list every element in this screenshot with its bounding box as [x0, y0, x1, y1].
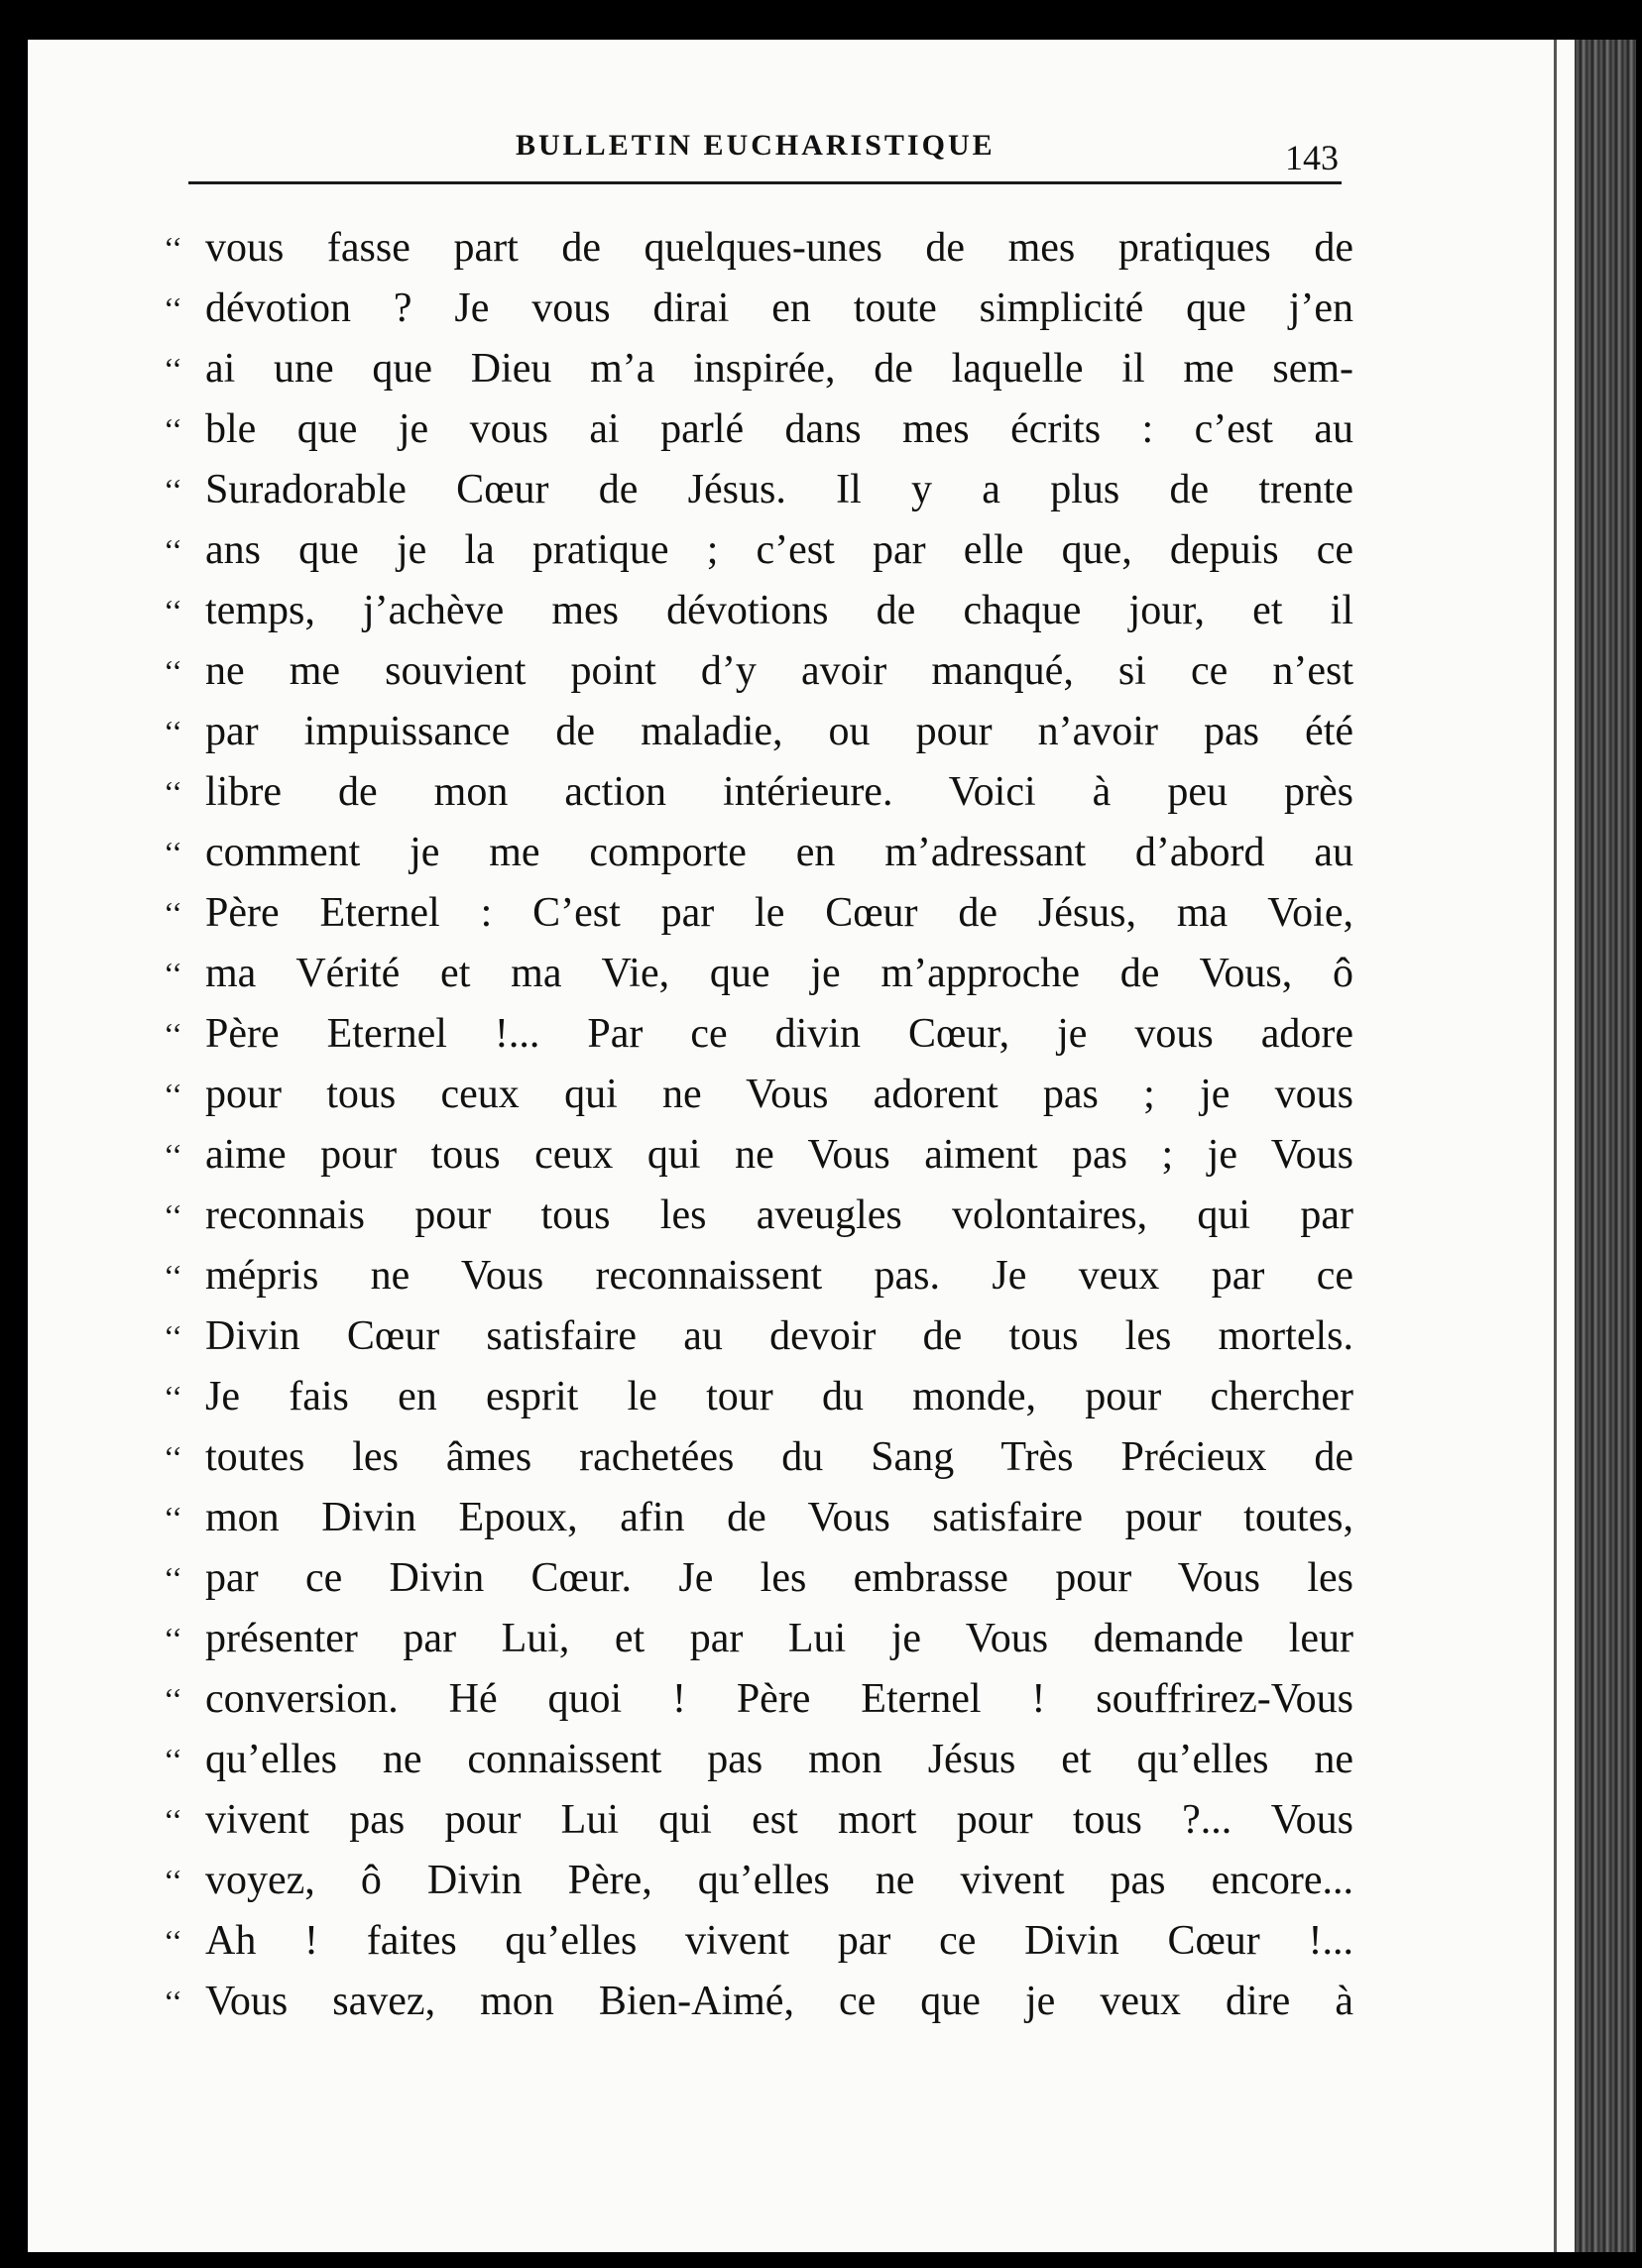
quote-mark: ‘‘ [164, 1742, 182, 1777]
line-text: ans que je la pratique ; c’est par elle que, depuis ce [205, 527, 1353, 573]
text-line [164, 1367, 1353, 1427]
line-text: libre de mon action intérieure. Voici à peu près [205, 769, 1353, 815]
line-text: Suradorable Cœur de Jésus. Il y a plus de trente [205, 467, 1353, 512]
quote-mark: ‘‘ [164, 1439, 182, 1475]
quote-mark: ‘‘ [164, 290, 182, 326]
line-text: reconnais pour tous les aveugles volontaires, qui par [205, 1192, 1353, 1238]
quote-mark: ‘‘ [164, 1681, 182, 1717]
line-text: ble que je vous ai parlé dans mes écrits : c’est au [205, 406, 1353, 452]
text-line [164, 1427, 1353, 1488]
quote-mark: ‘‘ [164, 653, 182, 689]
text-line [164, 1306, 1353, 1367]
text-line [164, 883, 1353, 944]
text-line [164, 460, 1353, 520]
header-rule [188, 181, 1342, 184]
line-text: vous fasse part de quelques-unes de mes pratiques de [205, 225, 1353, 271]
line-text: pour tous ceux qui ne Vous adorent pas ; je vous [205, 1072, 1353, 1117]
line-text: voyez, ô Divin Père, qu’elles ne vivent pas encore... [205, 1858, 1353, 1903]
text-line [164, 1911, 1353, 1972]
text-line [164, 762, 1353, 823]
quote-mark: ‘‘ [164, 956, 182, 991]
text-line [164, 1186, 1353, 1246]
line-text: Père Eternel !... Par ce divin Cœur, je vous adore [205, 1011, 1353, 1057]
quote-mark: ‘‘ [164, 1077, 182, 1112]
page-number: 143 [1285, 138, 1339, 177]
quote-mark: ‘‘ [164, 1863, 182, 1898]
book-edge-strip [1575, 40, 1636, 2252]
text-line [164, 1125, 1353, 1186]
quote-mark: ‘‘ [164, 1500, 182, 1535]
quote-mark: ‘‘ [164, 1984, 182, 2019]
line-text: mépris ne Vous reconnaissent pas. Je veux par ce [205, 1253, 1353, 1299]
text-line [164, 1972, 1353, 2032]
quote-mark: ‘‘ [164, 472, 182, 508]
line-text: aime pour tous ceux qui ne Vous aiment pas ; je Vous [205, 1132, 1353, 1178]
line-text: vivent pas pour Lui qui est mort pour tous ?... Vous [205, 1797, 1353, 1843]
body-text [164, 218, 1353, 2032]
quote-mark: ‘‘ [164, 1802, 182, 1838]
quote-mark: ‘‘ [164, 1197, 182, 1233]
quote-mark: ‘‘ [164, 1016, 182, 1052]
text-line [164, 1609, 1353, 1669]
text-line [164, 1004, 1353, 1065]
text-line [164, 1730, 1353, 1790]
text-line [164, 279, 1353, 339]
quote-mark: ‘‘ [164, 1258, 182, 1294]
line-text: présenter par Lui, et par Lui je Vous demande leur [205, 1616, 1353, 1661]
quote-mark: ‘‘ [164, 593, 182, 628]
line-text: mon Divin Epoux, afin de Vous satisfaire pour toutes, [205, 1495, 1353, 1540]
text-line [164, 1065, 1353, 1125]
page-header [188, 109, 1349, 178]
text-line [164, 581, 1353, 641]
text-line [164, 641, 1353, 702]
line-text: temps, j’achève mes dévotions de chaque jour, et il [205, 588, 1353, 633]
line-text: ai une que Dieu m’a inspirée, de laquelle il me sem- [205, 346, 1353, 392]
line-text: conversion. Hé quoi ! Père Eternel ! souffrirez-Vous [205, 1676, 1353, 1722]
line-text: Ah ! faites qu’elles vivent par ce Divin Cœur !... [205, 1918, 1353, 1964]
quote-mark: ‘‘ [164, 351, 182, 387]
text-line [164, 399, 1353, 460]
line-text: Vous savez, mon Bien-Aimé, ce que je veux dire à [205, 1979, 1353, 2024]
text-line [164, 702, 1353, 762]
quote-mark: ‘‘ [164, 1318, 182, 1354]
line-text: dévotion ? Je vous dirai en toute simplicité que j’en [205, 285, 1353, 331]
line-text: ne me souvient point d’y avoir manqué, si ce n’est [205, 648, 1353, 694]
text-line [164, 520, 1353, 581]
quote-mark: ‘‘ [164, 774, 182, 810]
line-text: toutes les âmes rachetées du Sang Très Précieux de [205, 1434, 1353, 1480]
text-line [164, 1488, 1353, 1548]
quote-mark: ‘‘ [164, 714, 182, 749]
quote-mark: ‘‘ [164, 1923, 182, 1959]
text-line [164, 1669, 1353, 1730]
quote-mark: ‘‘ [164, 1379, 182, 1415]
quote-mark: ‘‘ [164, 1137, 182, 1173]
text-line [164, 218, 1353, 279]
line-text: par ce Divin Cœur. Je les embrasse pour Vous les [205, 1555, 1353, 1601]
line-text: qu’elles ne connaissent pas mon Jésus et qu’elles ne [205, 1737, 1353, 1782]
line-text: Père Eternel : C’est par le Cœur de Jésus, ma Voie, [205, 890, 1353, 936]
page-edge-line [1554, 40, 1557, 2252]
line-text: par impuissance de maladie, ou pour n’avoir pas été [205, 709, 1353, 754]
text-line [164, 1790, 1353, 1851]
quote-mark: ‘‘ [164, 532, 182, 568]
text-line [164, 823, 1353, 883]
quote-mark: ‘‘ [164, 835, 182, 870]
text-line [164, 1851, 1353, 1911]
line-text: ma Vérité et ma Vie, que je m’approche de Vous, ô [205, 951, 1353, 996]
running-head: BULLETIN EUCHARISTIQUE [516, 129, 996, 162]
quote-mark: ‘‘ [164, 1621, 182, 1656]
quote-mark: ‘‘ [164, 1560, 182, 1596]
text-line [164, 339, 1353, 399]
quote-mark: ‘‘ [164, 895, 182, 931]
text-line [164, 1548, 1353, 1609]
text-line [164, 944, 1353, 1004]
line-text: Je fais en esprit le tour du monde, pour chercher [205, 1374, 1353, 1419]
line-text: comment je me comporte en m’adressant d’abord au [205, 830, 1353, 875]
text-line [164, 1246, 1353, 1306]
quote-mark: ‘‘ [164, 411, 182, 447]
quote-mark: ‘‘ [164, 230, 182, 266]
line-text: Divin Cœur satisfaire au devoir de tous les mortels. [205, 1313, 1353, 1359]
